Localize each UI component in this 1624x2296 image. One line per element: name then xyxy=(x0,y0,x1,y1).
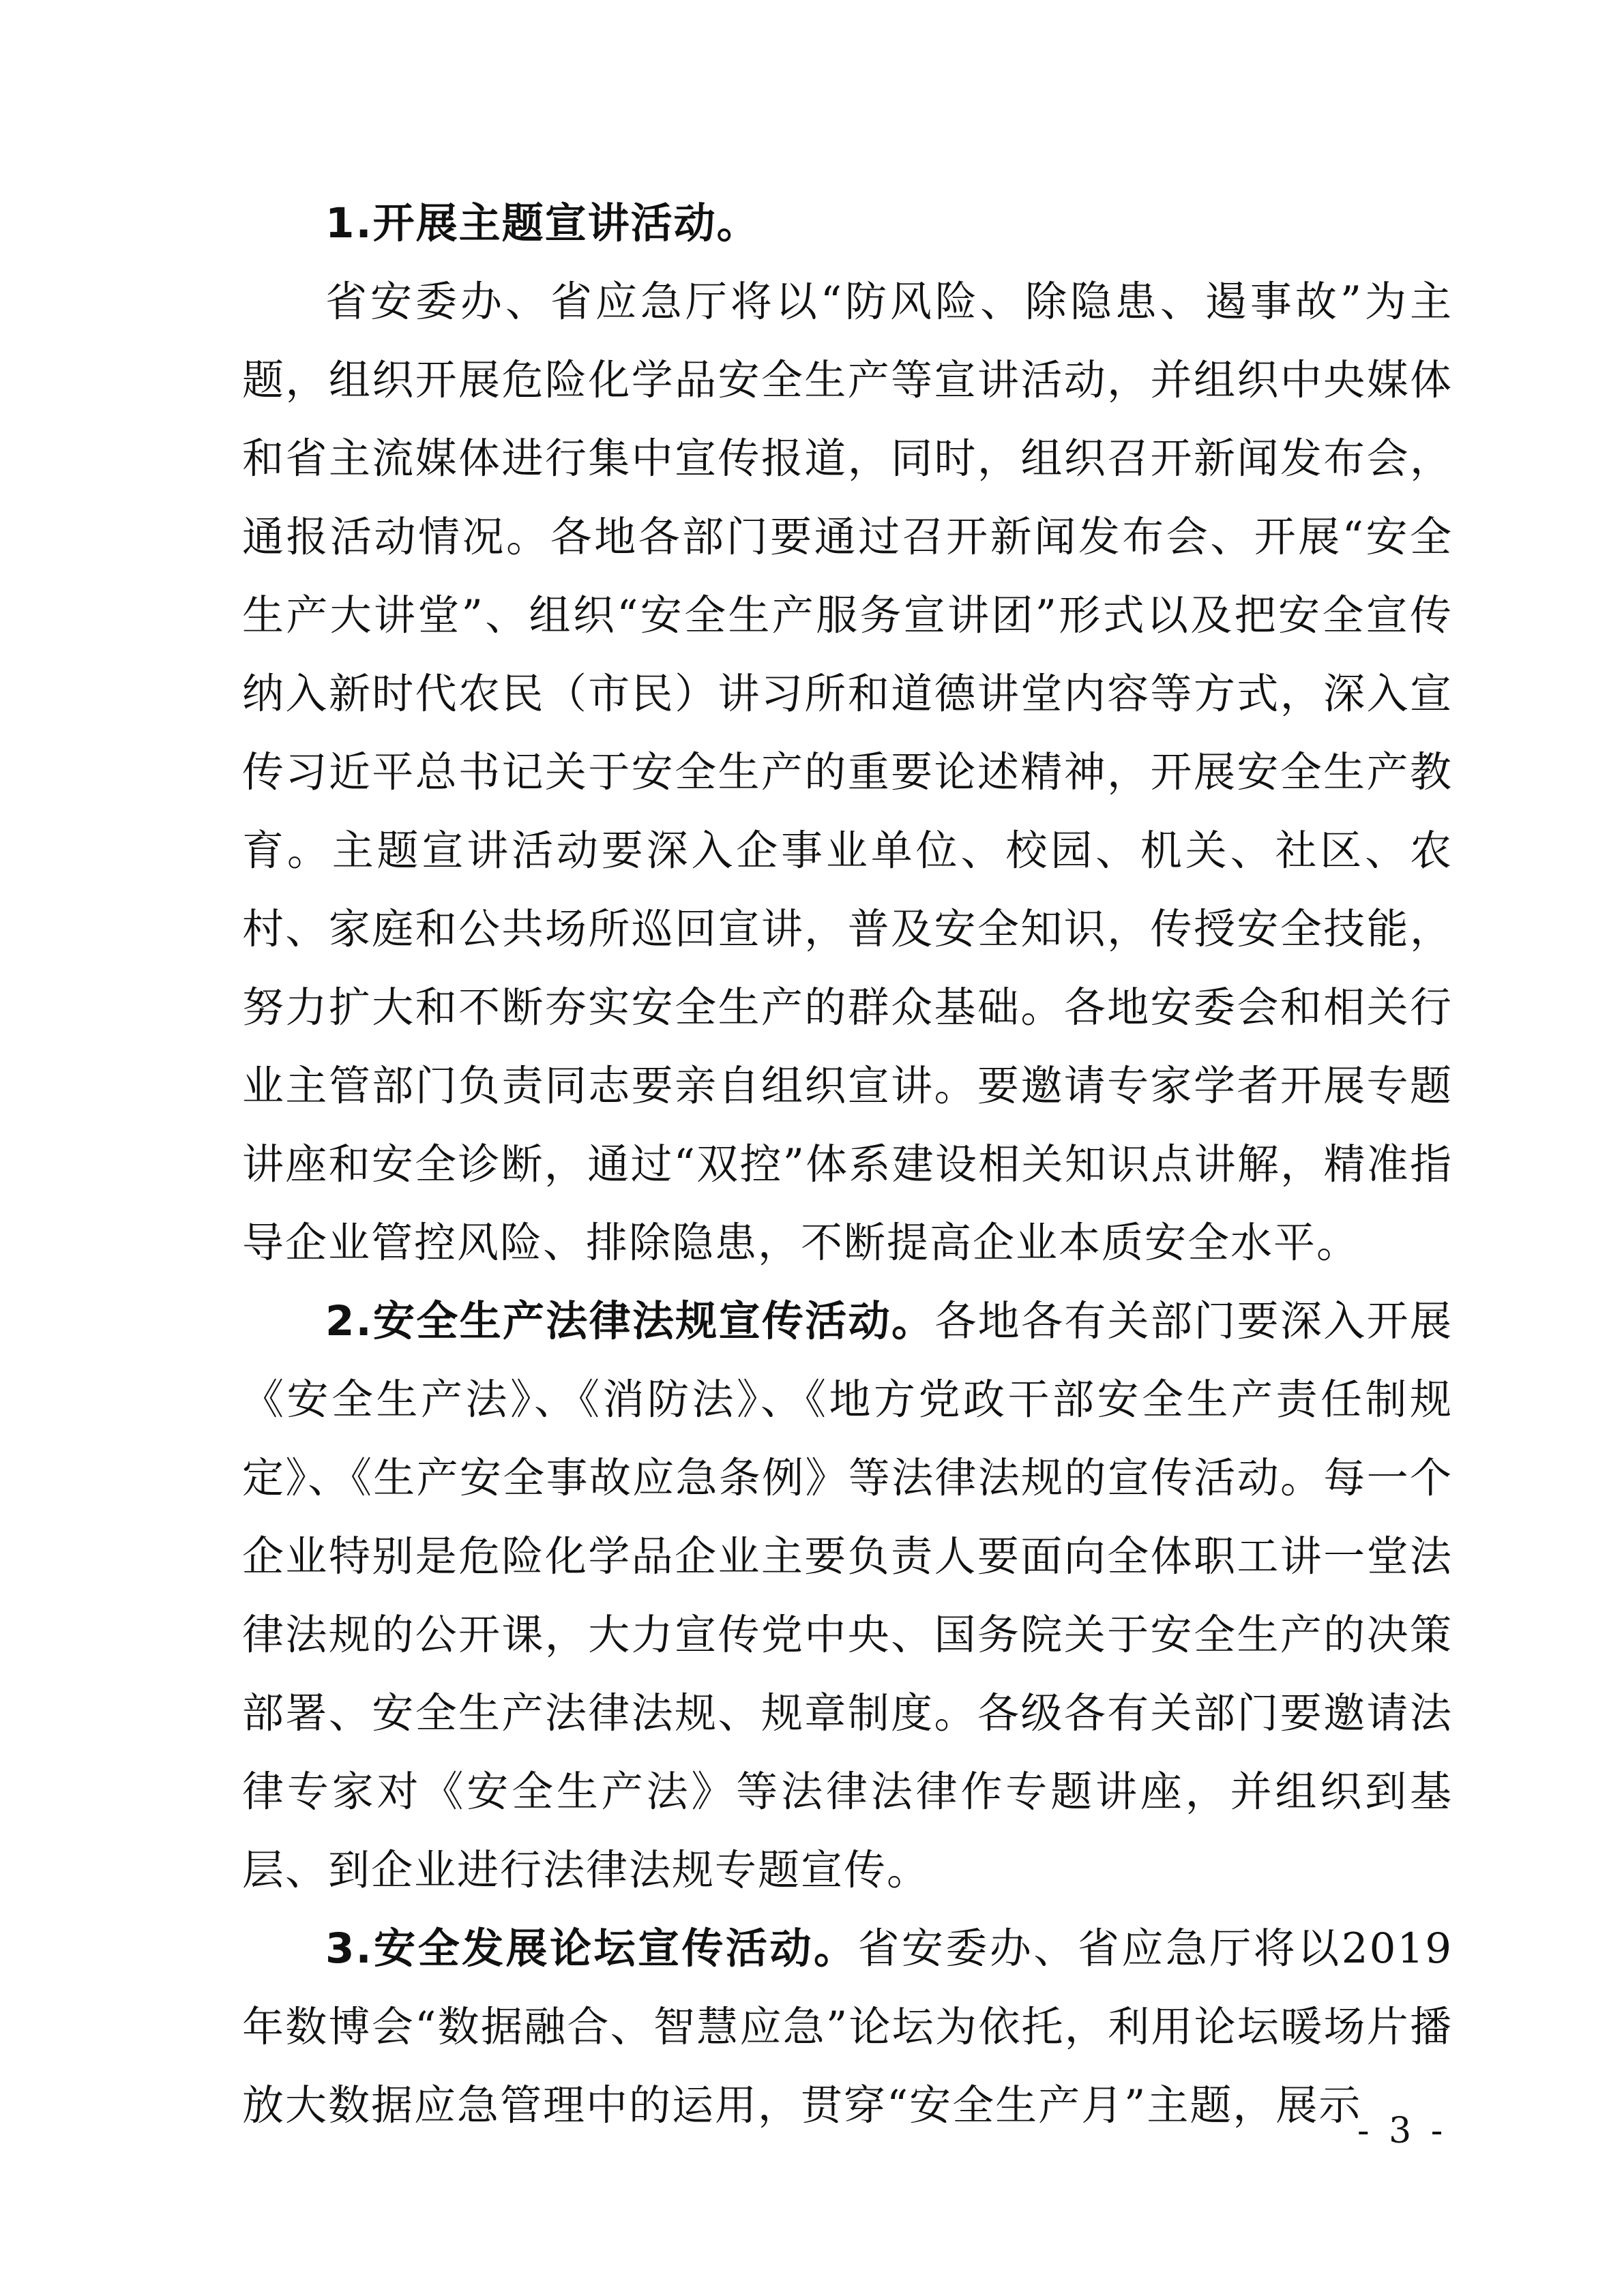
section-1-heading: 1.开展主题宣讲活动。 xyxy=(325,199,760,248)
section-3-body: 省安委办、省应急厅将以2019年数博会“数据融合、智慧应急”论坛为依托，利用论坛暖场片播放大数据应急管理中的运用，贯穿“安全生产月”主题，展示 xyxy=(242,1924,1453,2130)
section-2-body: 各地各有关部门要深入开展《安全生产法》、《消防法》、《地方党政干部安全生产责任制规定》、《生产安全事故应急条例》等法律法规的宣传活动。每一个企业特别是危险化学品企业主要负责人要面向全体职工讲一堂法律法规的公开课，大力宣传党中央、国务院关于安全生产的决策部署、安全生产法律法规、规章制度。各级各有关部门要邀请法律专家对《安全生产法》等法律法律作专题讲座，并组织到基层、到企业进行法律法规专题宣传。 xyxy=(242,1297,1453,1894)
document-body xyxy=(242,184,1453,2145)
section-3-lead: 3.安全发展论坛宣传活动。 xyxy=(325,1924,858,1973)
section-3-paragraph xyxy=(242,1909,1453,2145)
section-2-paragraph xyxy=(242,1282,1453,1909)
section-1-paragraph: 省安委办、省应急厅将以“防风险、除隐患、遏事故”为主题，组织开展危险化学品安全生产等宣讲活动，并组织中央媒体和省主流媒体进行集中宣传报道，同时，组织召开新闻发布会，通报活动情况。各地各部门要通过召开新闻发布会、开展“安全生产大讲堂”、组织“安全生产服务宣讲团”形式以及把安全宣传纳入新时代农民（市民）讲习所和道德讲堂内容等方式，深入宣传习近平总书记关于安全生产的重要论述精神，开展安全生产教育。主题宣讲活动要深入企事业单位、校园、机关、社区、农村、家庭和公共场所巡回宣讲，普及安全知识，传授安全技能，努力扩大和不断夯实安全生产的群众基础。各地安委会和相关行业主管部门负责同志要亲自组织宣讲。要邀请专家学者开展专题讲座和安全诊断，通过“双控”体系建设相关知识点讲解，精准指导企业管控风险、排除隐患，不断提高企业本质安全水平。 xyxy=(242,278,1453,1267)
page-number: - 3 - xyxy=(1357,2111,1447,2151)
section-2-lead: 2.安全生产法律法规宣传活动。 xyxy=(325,1297,935,1345)
